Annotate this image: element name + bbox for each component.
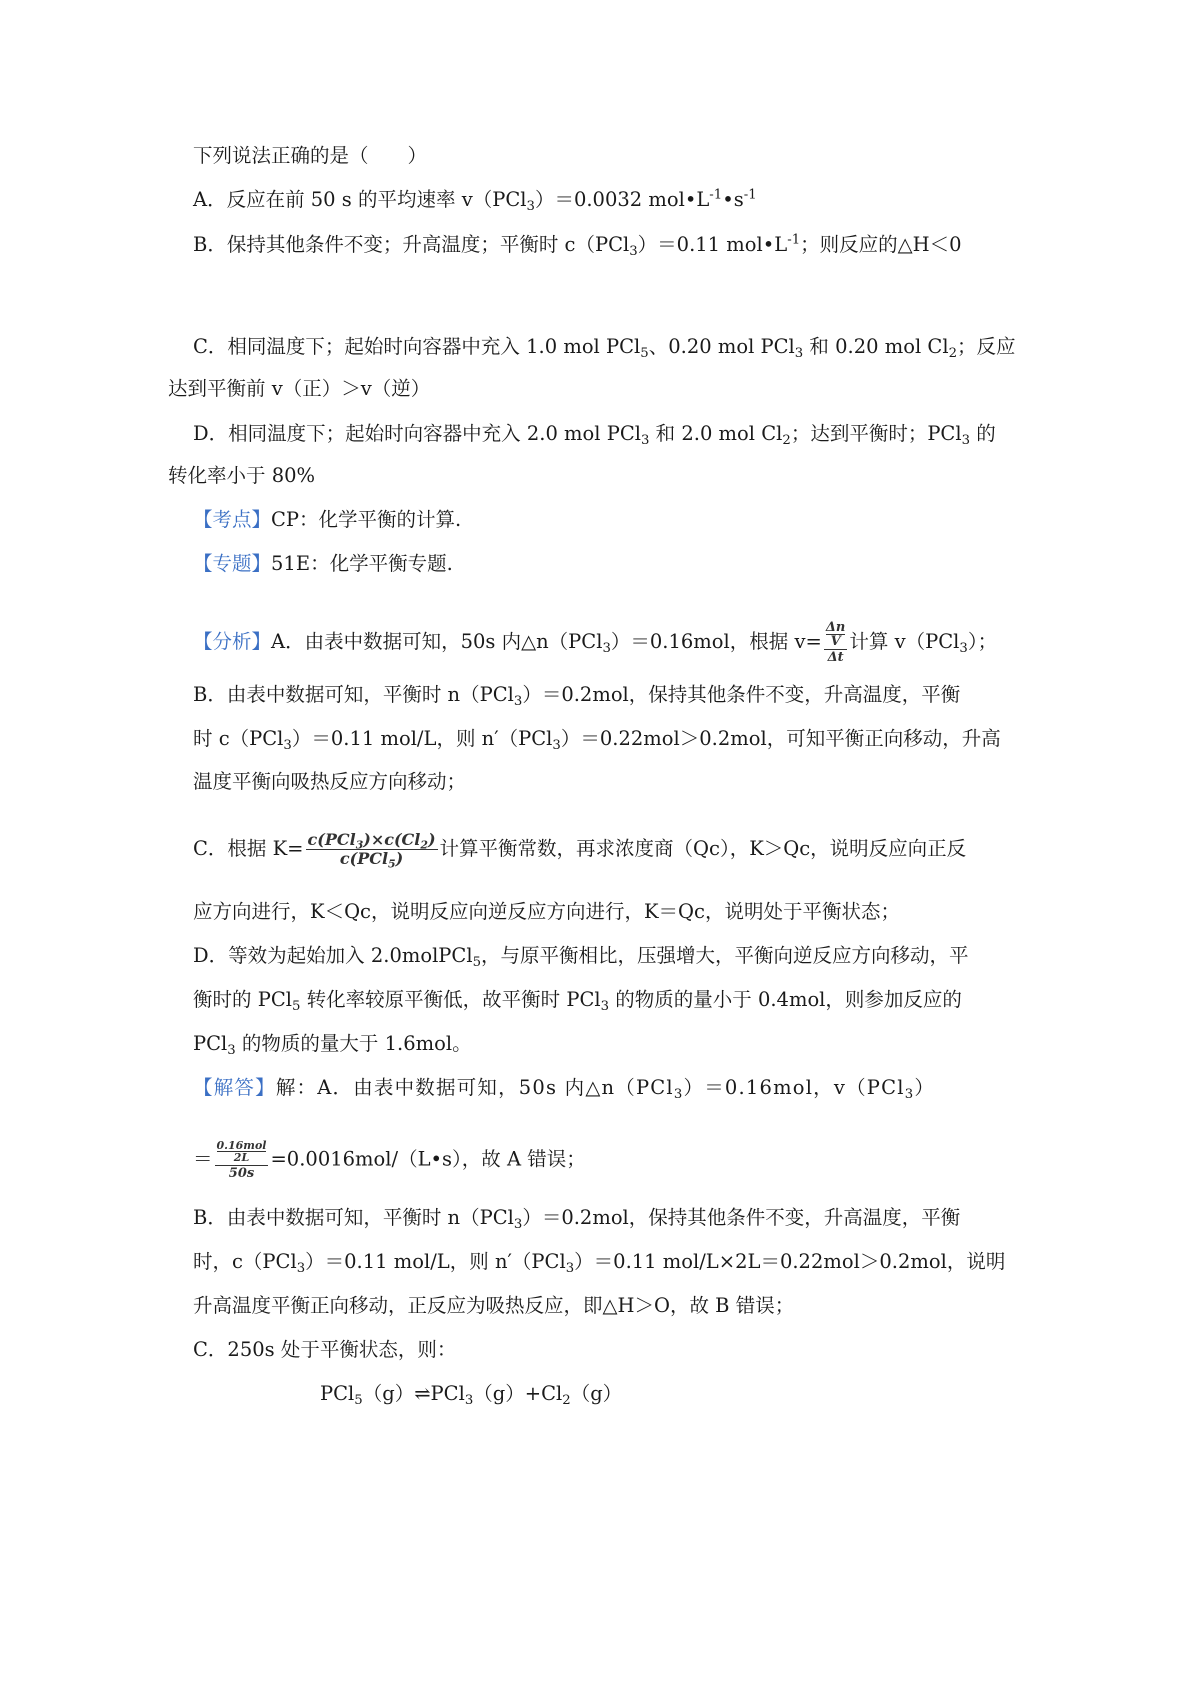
fenxi-d-line3: PCl$_3$ 的物质的量大于 1.6mol。 [193,1032,472,1059]
kaodian-line [193,506,461,534]
fenxi-b-line3: 温度平衡向吸热反应方向移动； [193,770,467,793]
fenxi-c-line1: C．根据 K= $\frac{c(PCl_3)\times c(Cl_2)}{c(PCl_5)}$ 计算平衡常数，再求浓度商（Qc），K＞Qc，说明反应向正反 [193,830,967,871]
jieda-b-line2: 时，c（PCl$_3$）＝0.11 mol/L，则 n′（PCl$_3$）＝0.11 mol/L×2L＝0.22mol＞0.2mol，说明 [193,1250,1006,1277]
jieda-tag: 【解答】 [193,1076,276,1099]
formula-k: $\frac{c(PCl_3)\times c(Cl_2)}{c(PCl_5)}$ [307,830,436,871]
formula-rate: 0.16mol 2L 50s [216,1139,267,1181]
jieda-a-line1: 【解答】解：A．由表中数据可知，50s 内△n（PCl$_3$）＝0.16mol，v（PCl$_3$） [193,1076,936,1103]
kaodian-text: CP：化学平衡的计算. [271,508,462,531]
option-a: A．反应在前 50 s 的平均速率 v（PCl$_3$）＝0.0032 $mol•L^{-1}•s^{-1}$ [193,187,757,215]
jieda-a-line2: ＝ 0.16mol 2L 50s =0.0016mol/（L•s），故 A 错误； [193,1139,586,1181]
formula-v: $\frac{\frac{\Delta n}{V}}{\Delta t}$ [825,620,846,665]
zhuanti-text: 51E：化学平衡专题. [271,552,453,575]
fenxi-a-line: 【分析】A．由表中数据可知，50s 内△n（PCl$_3$）＝0.16mol，根据 v= $\frac{\frac{\Delta n}{V}}{\Delta t}$ 计算 v（PCl$_3$）； [193,620,998,665]
option-d-line1: D．相同温度下；起始时向容器中充入 2.0 mol PCl$_3$ 和 2.0 mol $Cl_2$；达到平衡时；PCl$_3$ 的 [193,422,996,449]
option-c-line2: 达到平衡前 v（正）＞v（逆） [168,377,431,400]
option-c-line1: C．相同温度下；起始时向容器中充入 1.0 mol PCl$_5$、0.20 mol PCl$_3$ 和 0.20 mol $Cl_2$；反应 [193,335,1016,362]
kaodian-tag: 【考点】 [193,508,272,531]
reaction-equation: $PCl_5(g)\rightleftharpoons PCl_3(g)+Cl_2(g)$ [320,1382,623,1409]
fenxi-b-line2: 时 c（PCl$_3$）＝0.11 mol/L，则 n′（PCl$_3$）＝0.22mol＞0.2mol，可知平衡正向移动，升高 [193,727,1001,754]
jieda-b-line3: 升高温度平衡正向移动，正反应为吸热反应，即△H＞O，故 B 错误； [193,1294,795,1317]
jieda-b-line1: B．由表中数据可知，平衡时 n（PCl$_3$）＝0.2mol，保持其他条件不变，升高温度，平衡 [193,1206,961,1233]
zhuanti-tag: 【专题】 [193,552,272,575]
jieda-c-line1: C．250s 处于平衡状态，则： [193,1338,457,1361]
zhuanti-line [193,550,453,578]
option-d-line2: 转化率小于 80% [168,464,316,487]
option-b: B．保持其他条件不变；升高温度；平衡时 c（PCl$_3$）＝0.11 $mol•L^{-1}$；则反应的△H＜0 [193,232,962,260]
question-stem: 下列说法正确的是（ ） [193,144,428,167]
fenxi-d-line2: 衡时的 PCl$_5$ 转化率较原平衡低，故平衡时 PCl$_3$ 的物质的量小于 0.4mol，则参加反应的 [193,988,962,1015]
fenxi-b-line1: B．由表中数据可知，平衡时 n（PCl$_3$）＝0.2mol，保持其他条件不变，升高温度，平衡 [193,683,961,710]
fenxi-c-line2: 应方向进行，K＜Qc，说明反应向逆反应方向进行，K＝Qc，说明处于平衡状态； [193,900,900,923]
fenxi-d-line1: D．等效为起始加入 2.0molPCl$_5$，与原平衡相比，压强增大，平衡向逆反应方向移动，平 [193,944,969,971]
fenxi-tag: 【分析】 [193,630,272,653]
